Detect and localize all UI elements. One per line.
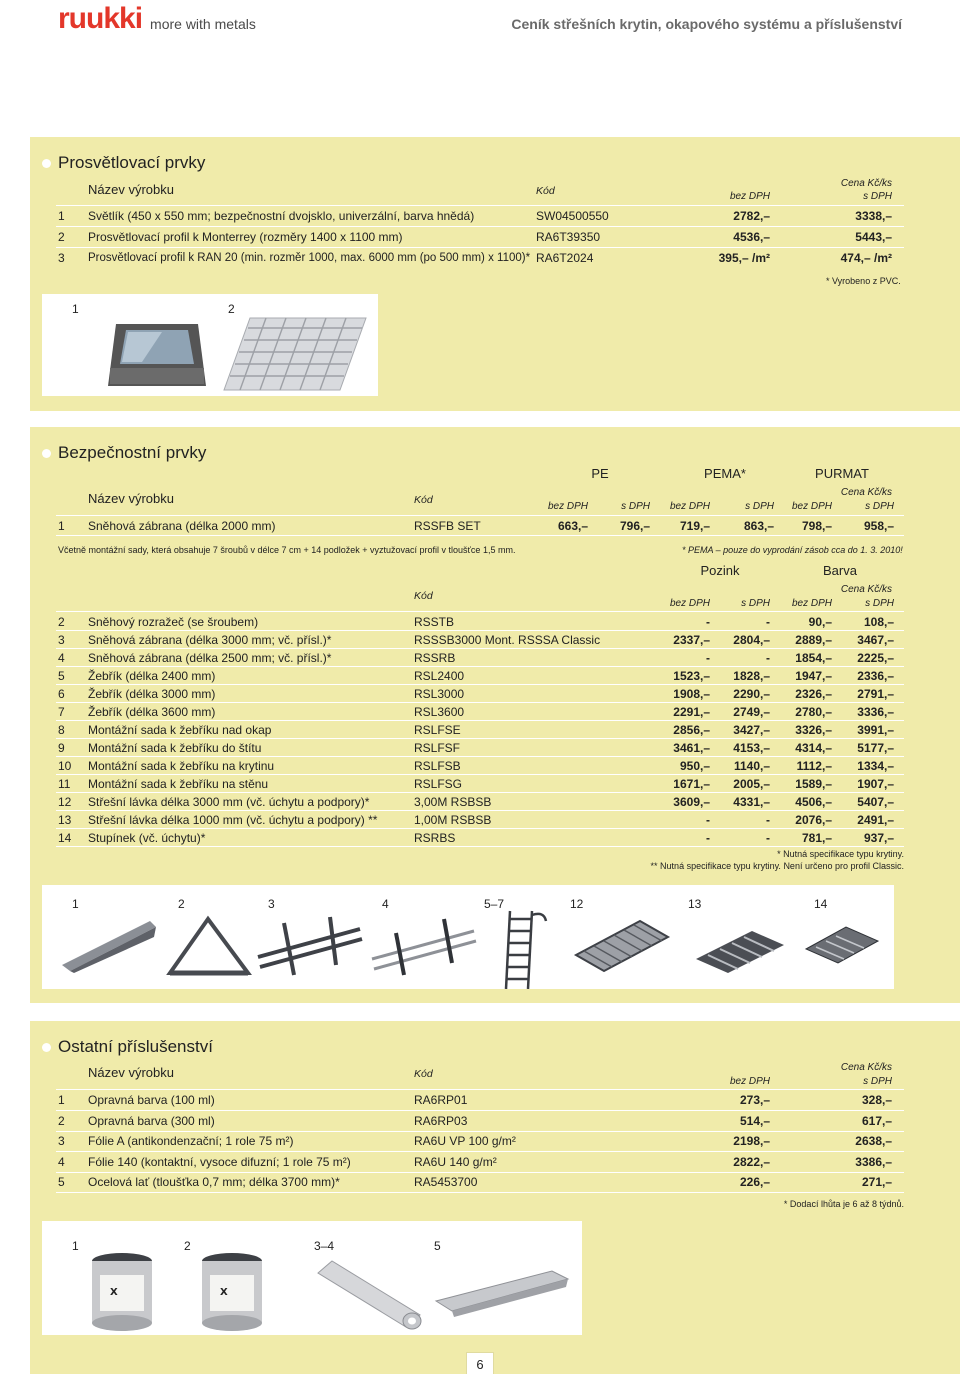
price-pema-net: 719,–	[679, 519, 710, 533]
price-barva-net: 2780,–	[795, 705, 832, 719]
roof-walkway-short-image	[690, 915, 790, 975]
col-header-price: Cena Kč/ks	[840, 487, 892, 498]
price-gross: 271,–	[861, 1175, 892, 1189]
product-code: RSLFSG	[414, 777, 463, 791]
snow-barrier-image	[254, 913, 364, 979]
row-divider	[56, 630, 904, 631]
price-pozink-gross: -	[766, 615, 770, 629]
ladder-image	[494, 909, 554, 989]
row-divider	[56, 792, 904, 793]
col-header-net: bez DPH	[729, 1076, 770, 1087]
row-divider	[56, 1089, 904, 1090]
price-pozink-gross: 2005,–	[733, 777, 770, 791]
price-barva-gross: 2225,–	[857, 651, 894, 665]
snow-stopper-image	[56, 915, 160, 975]
footnote-pema: * PEMA – pouze do vyprodání zásob cca do 1. 3. 2010!	[682, 545, 903, 555]
price-pozink-gross: -	[766, 813, 770, 827]
row-number: 6	[58, 687, 65, 701]
image-label: 1	[72, 1239, 79, 1253]
image-label: 14	[814, 897, 828, 911]
price-pozink-net: 1523,–	[673, 669, 710, 683]
col-header-name: Název výrobku	[88, 182, 174, 197]
price-pozink-gross: 3427,–	[733, 723, 770, 737]
price-pozink-gross: 4153,–	[733, 741, 770, 755]
image-label: 4	[382, 897, 389, 911]
row-divider	[56, 702, 904, 703]
price-barva-gross: 937,–	[863, 831, 894, 845]
price-pozink-gross: 2749,–	[733, 705, 770, 719]
product-name: Žebřík (délka 3600 mm)	[88, 705, 216, 719]
image-label: 1	[72, 302, 79, 316]
product-code: RA6T39350	[536, 230, 601, 244]
col-header-name: Název výrobku	[88, 491, 174, 506]
price-net: 2198,–	[733, 1134, 770, 1148]
price-pozink-net: -	[706, 651, 710, 665]
image-label: 5–7	[484, 897, 505, 911]
price-gross: 2638,–	[855, 1134, 892, 1148]
footnote-assembly: Včetně montážní sady, která obsahuje 7 šroubů v délce 7 cm + 14 podložek + vyztužovací profil v tloušťce 1,5 mm.	[58, 545, 516, 555]
image-label: 2	[184, 1239, 191, 1253]
price-pozink-net: 1671,–	[673, 777, 710, 791]
product-name: Montážní sada k žebříku nad okap	[88, 723, 272, 737]
product-name: Světlík (450 x 550 mm; bezpečnostní dvojsklo, univerzální, barva hnědá)	[88, 209, 475, 223]
price-barva-gross: 108,–	[863, 615, 894, 629]
row-number: 3	[58, 633, 65, 647]
price-barva-net: 4314,–	[795, 741, 832, 755]
product-name: Prosvětlovací profil k RAN 20 (min. rozměr 1000, max. 6000 mm (po 500 mm) x 1100)*	[88, 252, 531, 264]
product-code: RA5453700	[414, 1175, 478, 1189]
product-name: Ocelová lať (tloušťka 0,7 mm; délka 3700 mm)*	[88, 1175, 340, 1189]
product-name: Opravná barva (300 ml)	[88, 1113, 215, 1128]
price-barva-gross: 3467,–	[857, 633, 894, 647]
row-number: 3	[58, 1134, 65, 1148]
col-header-gross: s DPH	[621, 501, 650, 512]
product-code: RSL3600	[414, 705, 465, 719]
price-barva-gross: 5407,–	[857, 795, 894, 809]
snow-barrier-long-image	[368, 913, 478, 979]
row-divider	[56, 1192, 904, 1193]
price-net: 4536,–	[733, 230, 770, 244]
group-header-pozink: Pozink	[700, 563, 740, 578]
price-pozink-gross: 4331,–	[733, 795, 770, 809]
product-name: Fólie A (antikondenzační; 1 role 75 m²)	[88, 1134, 294, 1148]
product-code: RSLFSE	[414, 723, 461, 737]
price-net: 2822,–	[733, 1154, 770, 1169]
section-accessories	[30, 1021, 960, 1374]
price-pozink-net: 2291,–	[673, 705, 710, 719]
ruukki-logo	[58, 4, 256, 34]
row-divider	[56, 738, 904, 739]
product-name: Sněhová zábrana (délka 3000 mm; vč. přísl.)*	[88, 633, 332, 647]
price-pozink-net: 2337,–	[673, 633, 710, 647]
row-divider	[56, 1172, 904, 1173]
col-header-net: bez DPH	[791, 598, 832, 609]
footnote: * Vyrobeno z PVC.	[826, 276, 901, 286]
price-net: 2782,–	[733, 209, 770, 223]
product-code: RSLFSB	[414, 759, 461, 773]
paint-can-small-image	[88, 1251, 156, 1331]
row-number: 2	[58, 615, 65, 629]
product-name: Sněhový rozražeč (se šroubem)	[88, 615, 259, 629]
section-bullet	[42, 1043, 51, 1052]
foil-roll-image	[314, 1257, 424, 1331]
price-purmat-gross: 958,–	[863, 519, 894, 533]
price-gross: 3386,–	[855, 1154, 892, 1169]
document-title: Ceník střešních krytin, okapového systému a příslušenství	[511, 16, 902, 32]
price-barva-net: 90,–	[808, 615, 832, 629]
row-divider	[56, 810, 904, 811]
price-pozink-net: 1908,–	[673, 687, 710, 701]
price-gross: 328,–	[861, 1093, 892, 1107]
svg-text:X: X	[110, 1287, 118, 1298]
price-barva-gross: 3991,–	[857, 723, 894, 737]
col-header-net: bez DPH	[547, 501, 588, 512]
image-label: 12	[570, 897, 584, 911]
col-header-gross: s DPH	[745, 501, 774, 512]
col-header-price: Cena Kč/ks	[840, 584, 892, 595]
product-images	[42, 294, 378, 396]
price-barva-gross: 2336,–	[857, 669, 894, 683]
step-image	[802, 919, 882, 969]
product-code: RSRBS	[414, 831, 456, 845]
row-number: 2	[58, 230, 65, 244]
product-name: Střešní lávka délka 1000 mm (vč. úchytu a podpory) **	[88, 813, 378, 827]
row-divider	[56, 1151, 904, 1152]
row-divider	[56, 720, 904, 721]
row-divider	[56, 515, 904, 516]
price-pozink-net: 3461,–	[673, 741, 710, 755]
price-pozink-gross: -	[766, 831, 770, 845]
price-net: 514,–	[739, 1113, 770, 1128]
col-header-name: Název výrobku	[88, 1065, 174, 1080]
product-code: 1,00M RSBSB	[414, 813, 492, 827]
col-header-price: Cena Kč/ks	[840, 1062, 892, 1073]
product-name: Prosvětlovací profil k Monterrey (rozměry 1400 x 1100 mm)	[88, 230, 403, 244]
steel-batten-image	[432, 1261, 572, 1321]
product-name: Sněhová zábrana (délka 2000 mm)	[88, 519, 276, 533]
footnote-delivery: * Dodací lhůta je 6 až 8 týdnů.	[783, 1199, 904, 1209]
col-header-gross: s DPH	[865, 598, 894, 609]
product-code: RA6RP01	[414, 1093, 468, 1107]
snow-guard-image	[162, 913, 254, 979]
price-barva-net: 2076,–	[795, 813, 832, 827]
row-number: 10	[58, 759, 72, 773]
row-divider	[56, 828, 904, 829]
price-barva-net: 2889,–	[795, 633, 832, 647]
product-name: Montážní sada k žebříku na krytinu	[88, 759, 275, 773]
row-divider	[56, 247, 904, 248]
product-images	[42, 885, 894, 989]
price-barva-net: 1947,–	[795, 669, 832, 683]
price-barva-gross: 2491,–	[857, 813, 894, 827]
col-header-net: bez DPH	[729, 191, 770, 202]
product-code: 3,00M RSBSB	[414, 795, 492, 809]
image-label: 2	[178, 897, 185, 911]
product-name: Střešní lávka délka 3000 mm (vč. úchytu a podpory)*	[88, 795, 370, 809]
group-header-purmat: PURMAT	[815, 466, 869, 481]
row-number: 3	[58, 251, 65, 265]
row-divider	[56, 205, 904, 206]
price-gross: 474,– /m²	[840, 251, 892, 265]
row-divider	[56, 1131, 904, 1132]
section-title: Bezpečnostní prvky	[58, 443, 207, 462]
product-name: Montážní sada k žebříku na stěnu	[88, 777, 269, 791]
col-header-net: bez DPH	[791, 501, 832, 512]
price-pozink-gross: 2804,–	[733, 633, 770, 647]
row-number: 9	[58, 741, 65, 755]
row-number: 1	[58, 1093, 65, 1107]
row-number: 5	[58, 1175, 65, 1189]
price-barva-net: 1854,–	[795, 651, 832, 665]
row-divider	[56, 535, 904, 536]
product-code: SW04500550	[536, 209, 609, 223]
price-barva-net: 3326,–	[795, 723, 832, 737]
row-number: 1	[58, 209, 65, 223]
footnote-roof-type: * Nutná specifikace typu krytiny.	[777, 849, 904, 859]
col-header-net: bez DPH	[669, 598, 710, 609]
skylight-image	[102, 316, 212, 392]
section-title: Prosvětlovací prvky	[58, 153, 206, 172]
product-images	[42, 1221, 582, 1335]
roof-profile-image	[220, 314, 370, 394]
price-net: 395,– /m²	[718, 251, 770, 265]
price-pozink-net: 950,–	[679, 759, 710, 773]
logo-wordmark: ruukki	[58, 2, 143, 35]
product-code: RSLFSF	[414, 741, 461, 755]
price-net: 226,–	[739, 1175, 770, 1189]
price-pozink-net: 2856,–	[673, 723, 710, 737]
footnote-classic: ** Nutná specifikace typu krytiny. Není určeno pro profil Classic.	[650, 861, 904, 871]
row-number: 14	[58, 831, 72, 845]
price-pe-gross: 796,–	[619, 519, 650, 533]
col-header-code: Kód	[414, 590, 433, 602]
row-divider	[56, 611, 904, 612]
price-gross: 3338,–	[855, 209, 892, 223]
price-pozink-gross: -	[766, 651, 770, 665]
section-lighting	[30, 137, 960, 411]
price-barva-net: 2326,–	[795, 687, 832, 701]
image-label: 3	[268, 897, 275, 911]
row-number: 11	[58, 777, 71, 791]
roof-walkway-image	[568, 915, 672, 975]
row-number: 1	[58, 519, 65, 533]
product-code: RSSRB	[414, 651, 456, 665]
row-number: 4	[58, 651, 65, 665]
col-header-code: Kód	[536, 185, 555, 197]
price-gross: 5443,–	[855, 230, 892, 244]
row-number: 2	[58, 1113, 65, 1128]
row-divider	[56, 684, 904, 685]
col-header-gross: s DPH	[865, 501, 894, 512]
section-bullet	[42, 159, 51, 168]
col-header-code: Kód	[414, 494, 433, 506]
price-pozink-gross: 2290,–	[733, 687, 770, 701]
price-purmat-net: 798,–	[801, 519, 832, 533]
image-label: 2	[228, 302, 235, 316]
row-number: 7	[58, 705, 65, 719]
price-pozink-gross: 1828,–	[733, 669, 770, 683]
col-header-gross: s DPH	[741, 598, 770, 609]
row-number: 12	[58, 795, 72, 809]
image-label: 3–4	[314, 1239, 335, 1253]
row-divider	[56, 1110, 904, 1111]
product-name: Sněhová zábrana (délka 2500 mm; vč. přísl.)*	[88, 651, 332, 665]
product-code: RA6RP03	[414, 1113, 468, 1128]
product-code: RA6U 140 g/m²	[414, 1154, 497, 1169]
price-barva-net: 1589,–	[795, 777, 832, 791]
price-gross: 617,–	[861, 1113, 892, 1128]
col-header-gross: s DPH	[863, 1076, 892, 1087]
section-safety	[30, 427, 960, 1003]
product-code: RSL2400	[414, 669, 465, 683]
price-barva-net: 1112,–	[796, 759, 832, 773]
group-header-pema: PEMA*	[704, 466, 746, 481]
row-divider	[56, 226, 904, 227]
group-header-barva: Barva	[823, 563, 857, 578]
price-barva-net: 781,–	[801, 831, 832, 845]
price-barva-gross: 5177,–	[857, 741, 894, 755]
section-bullet	[42, 449, 51, 458]
price-net: 273,–	[739, 1093, 770, 1107]
price-pozink-net: -	[706, 615, 710, 629]
product-name: Montážní sada k žebříku do štítu	[88, 741, 262, 755]
row-divider	[56, 666, 904, 667]
product-code: RSSSB3000 Mont. RSSSA Classic	[414, 633, 601, 647]
page-header	[0, 0, 960, 50]
image-label: 13	[688, 897, 702, 911]
row-number: 5	[58, 669, 65, 683]
product-name: Stupínek (vč. úchytu)*	[88, 831, 206, 845]
section-title: Ostatní příslušenství	[58, 1037, 213, 1056]
price-pema-gross: 863,–	[743, 519, 774, 533]
row-divider	[56, 756, 904, 757]
product-code: RSL3000	[414, 687, 465, 701]
logo-tagline: more with metals	[150, 16, 256, 32]
product-name: Fólie 140 (kontaktní, vysoce difuzní; 1 role 75 m²)	[88, 1154, 351, 1169]
product-code: RA6T2024	[536, 251, 594, 265]
row-number: 13	[58, 813, 72, 827]
price-pozink-net: -	[706, 813, 710, 827]
page-number: 6	[466, 1352, 494, 1374]
row-divider	[56, 846, 904, 847]
group-header-pe: PE	[591, 466, 609, 481]
product-code: RSSTB	[414, 615, 455, 629]
image-label: 5	[434, 1239, 441, 1253]
price-barva-gross: 1334,–	[857, 759, 894, 773]
col-header-net: bez DPH	[669, 501, 710, 512]
price-barva-gross: 3336,–	[857, 705, 894, 719]
paint-can-large-image	[198, 1251, 266, 1331]
row-divider	[56, 648, 904, 649]
product-code: RSSFB SET	[414, 519, 481, 533]
row-divider	[56, 774, 904, 775]
col-header-gross: s DPH	[863, 191, 892, 202]
price-pozink-net: -	[706, 831, 710, 845]
product-name: Žebřík (délka 2400 mm)	[88, 669, 216, 683]
row-number: 4	[58, 1154, 65, 1169]
price-barva-net: 4506,–	[795, 795, 832, 809]
price-pe-net: 663,–	[557, 519, 588, 533]
image-label: 1	[72, 897, 79, 911]
col-header-price: Cena Kč/ks	[840, 178, 892, 189]
product-name: Opravná barva (100 ml)	[88, 1093, 215, 1107]
product-code: RA6U VP 100 g/m²	[414, 1134, 516, 1148]
price-pozink-gross: 1140,–	[733, 759, 770, 773]
price-barva-gross: 1907,–	[857, 777, 894, 791]
price-pozink-net: 3609,–	[673, 795, 710, 809]
price-barva-gross: 2791,–	[857, 687, 894, 701]
row-number: 8	[58, 723, 65, 737]
col-header-code: Kód	[414, 1068, 433, 1080]
product-name: Žebřík (délka 3000 mm)	[88, 687, 216, 701]
svg-text:X: X	[220, 1287, 228, 1298]
